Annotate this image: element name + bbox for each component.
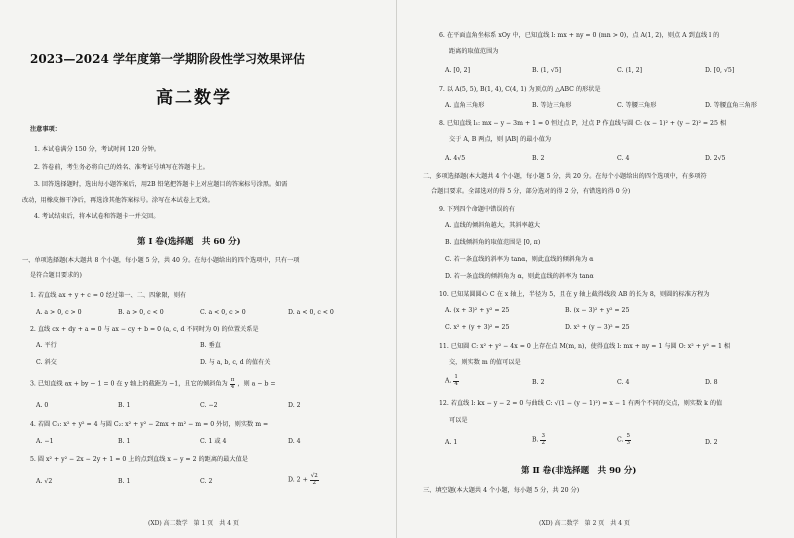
option-b: B. 1	[118, 478, 131, 485]
part1-heading: 第 Ⅰ 卷(选择题 共 60 分)	[137, 237, 241, 247]
option-a: A. 直角三角形	[445, 102, 485, 109]
fraction-denominator: 2	[312, 479, 316, 486]
section-intro: 是符合题目要求的)	[30, 272, 82, 279]
option-a: A. 0	[36, 402, 49, 409]
fraction-denominator: 4	[454, 380, 458, 387]
option-d	[288, 474, 319, 486]
note-item: 4. 考试结束后，将本试卷和答题卡一并交回。	[34, 213, 160, 220]
option-a: A. 平行	[36, 342, 57, 349]
section-intro: 三、填空题(本大题共 4 个小题，每小题 5 分，共 20 分)	[423, 487, 580, 494]
fraction-numerator: 5	[626, 433, 630, 439]
question-stem: 11. 已知圆 C: x² + y² − 4x = 0 上存在点 M(m, n)，使得直线 l: mx + ny = 1 与圆 O: x² + y² = 1 相	[439, 343, 731, 350]
option-d: D. 2	[288, 402, 301, 409]
option-d: D. a < 0, c < 0	[288, 309, 334, 316]
option-c: C. 4	[617, 379, 630, 386]
option-a: A. (x + 3)² + y² = 25	[445, 307, 510, 314]
question-stem: 7. 以 A(5, 5), B(1, 4), C(4, 1) 为顶点的 △ABC 的形状是	[439, 86, 601, 93]
option-a: A. a > 0, c > 0	[36, 309, 82, 316]
question-stem: 5. 圆 x² + y² − 2x − 2y + 1 = 0 上的点到直线 x − y = 2 的距离的最大值是	[30, 456, 248, 463]
fraction-numerator: 1	[454, 374, 458, 380]
question-stem: 8. 已知直线 l₁: mx − y − 3m + 1 = 0 恒过点 P，过点 P 作直线与圆 C: (x − 1)² + (y − 2)² = 25 相	[439, 120, 727, 127]
section-intro: 一、单项选择题(本大题共 8 个小题，每小题 5 分，共 40 分。在每小题给出的四个选项中，只有一项	[22, 257, 300, 264]
question-stem: 10. 已知某圆圆心 C 在 x 轴上，半径为 5，且在 y 轴上截得线段 AB 的长为 8，则圆的标准方程为	[439, 291, 710, 298]
option-text: A.	[445, 377, 454, 385]
question-stem-cont: 距离的取值范围为	[449, 48, 499, 55]
option-d: D. 8	[705, 379, 718, 386]
option-c: C. (1, 2]	[617, 67, 643, 74]
option-d: D. 2	[705, 439, 718, 446]
fraction	[310, 474, 319, 486]
fraction-denominator: 3	[626, 439, 630, 446]
page-footer: (XD) 高二数学 第 1 页 共 4 页	[148, 520, 239, 527]
option-d: D. 4	[288, 438, 301, 445]
question-stem: 1. 若直线 ax + y + c = 0 经过第一、二、四象限，则有	[30, 292, 187, 299]
question-stem: 4. 若圆 C₁: x² + y² = 4 与圆 C₂: x² + y² − 2mx + m² − m = 0 外切，则实数 m =	[30, 421, 269, 428]
option-b: B. (x − 3)² + y² = 25	[565, 307, 630, 314]
stem-text: 3. 已知直线 ax + by − 1 = 0 在 y 轴上的截距为 −1，且它的倾斜角为	[30, 380, 228, 388]
option-c	[617, 434, 631, 446]
question-stem: 6. 在平面直角坐标系 xOy 中，已知直线 l: mx + ny = 0 (mn > 0)，点 A(1, 2)，则点 A 到直线 l 的	[439, 32, 720, 39]
question-stem-cont: 可以是	[449, 417, 468, 424]
option-c: C. 斜交	[36, 359, 57, 366]
question-stem-cont: 交于 A, B 两点，则 |AB| 的最小值为	[449, 136, 552, 143]
option-a: A. 1	[445, 439, 458, 446]
option-b: B. 1	[118, 438, 131, 445]
fraction	[230, 378, 236, 390]
fraction	[625, 434, 631, 446]
note-item: 2. 答卷前，考生务必将自己的姓名、准考证号填写在答题卡上。	[34, 164, 209, 171]
option-c: C. a < 0, c > 0	[200, 309, 246, 316]
exam-page-2	[397, 0, 794, 538]
option-d: D. 若一条直线的倾斜角为 α，则此直线的斜率为 tanα	[445, 273, 594, 280]
option-b: B. 2	[532, 379, 545, 386]
question-stem-cont: 交，则实数 m 的值可以是	[449, 359, 521, 366]
option-a: A. √2	[36, 478, 53, 485]
option-a	[445, 375, 459, 387]
option-text: B.	[532, 436, 541, 444]
option-text: C.	[617, 436, 626, 444]
option-a: A. [0, 2]	[445, 67, 471, 74]
option-b: B. (1, √5]	[532, 67, 562, 74]
exam-title: 2023—2024 学年度第一学期阶段性学习效果评估	[30, 52, 305, 66]
option-d: D. 与 a, b, c, d 的值有关	[200, 359, 271, 366]
option-c: C. 4	[617, 155, 630, 162]
option-a: A. 4√5	[445, 155, 466, 162]
option-b: B. 直线倾斜角的取值范围是 [0, π)	[445, 239, 541, 246]
option-b: B. 垂直	[200, 342, 221, 349]
option-d: D. 2√5	[705, 155, 726, 162]
option-a: A. −1	[36, 438, 54, 445]
question-stem: 9. 下列四个命题中错误的有	[439, 206, 515, 213]
option-c: C. x² + (y + 3)² = 25	[445, 324, 510, 331]
option-a: A. 直线的倾斜角越大，其斜率越大	[445, 222, 541, 229]
option-text: D. 2 +	[288, 476, 310, 484]
option-c: C. 1 或 4	[200, 438, 227, 445]
subject-title: 高二数学	[156, 88, 232, 108]
fraction-numerator: 3	[541, 433, 545, 439]
option-b: B. 1	[118, 402, 131, 409]
question-stem	[30, 378, 276, 390]
option-b: B. 等边三角形	[532, 102, 572, 109]
option-d: D. 等腰直角三角形	[705, 102, 757, 109]
fraction	[540, 434, 546, 446]
fraction-numerator: π	[230, 377, 235, 383]
question-stem: 2. 直线 cx + dy + a = 0 与 ax − cy + b = 0 (a, c, d 不同时为 0) 的位置关系是	[30, 326, 259, 333]
note-item: 改动，用橡皮擦干净后，再选涂其他答案标号。涂写在本试卷上无效。	[22, 197, 214, 204]
section-intro: 二、多项选择题(本大题共 4 个小题，每小题 5 分，共 20 分。在每个小题给出的四个选项中，有多项符	[423, 173, 707, 180]
option-b	[532, 434, 546, 446]
option-c: C. 若一条直线的斜率为 tanα，则此直线的倾斜角为 α	[445, 256, 594, 263]
stem-text: ，则 a − b =	[237, 380, 276, 388]
option-d: D. x² + (y − 3)² = 25	[565, 324, 630, 331]
fraction	[453, 375, 459, 387]
notes-heading: 注意事项：	[30, 126, 61, 133]
option-b: B. a > 0, c < 0	[118, 309, 164, 316]
note-item: 3. 回答选择题时，选出每小题答案后，用2B 铅笔把答题卡上对应题目的答案标号涂黑。如需	[34, 181, 288, 188]
note-item: 1. 本试卷满分 150 分，考试时间 120 分钟。	[34, 146, 160, 153]
option-c: C. −2	[200, 402, 218, 409]
page-footer: (XD) 高二数学 第 2 页 共 4 页	[539, 520, 630, 527]
fraction-numerator: √2	[310, 473, 318, 479]
fraction-denominator: 2	[541, 439, 545, 446]
option-c: C. 2	[200, 478, 213, 485]
question-stem: 12. 若直线 l: kx − y − 2 = 0 与曲线 C: √(1 − (y − 1)²) = x − 1 有两个不同的交点，则实数 k 的值	[439, 400, 723, 407]
option-d: D. [0, √5]	[705, 67, 735, 74]
option-b: B. 2	[532, 155, 545, 162]
section-intro: 合题目要求。全部选对的得 5 分，部分选对的得 2 分，有错选的得 0 分)	[431, 188, 631, 195]
option-c: C. 等腰三角形	[617, 102, 657, 109]
fraction-denominator: 4	[230, 383, 235, 390]
part2-heading: 第 Ⅱ 卷(非选择题 共 90 分)	[521, 466, 637, 476]
